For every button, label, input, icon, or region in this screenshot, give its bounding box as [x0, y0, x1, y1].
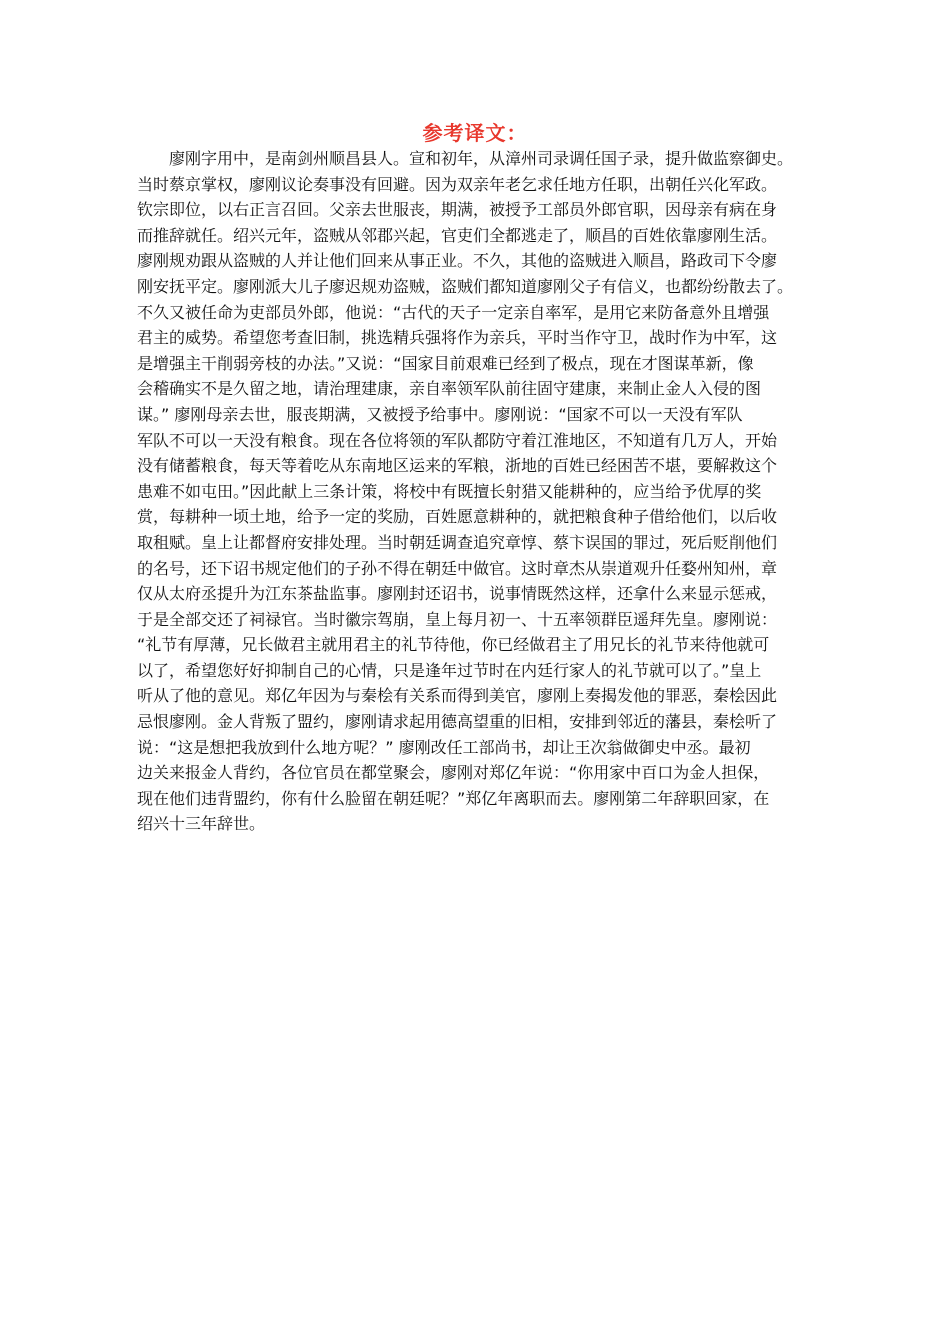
text-line: 赏，每耕种一顷土地，给予一定的奖励，百姓愿意耕种的，就把粮食种子借给他们，以后收 — [137, 507, 778, 527]
text-line: 而推辞就任。绍兴元年，盗贼从邻郡兴起，官吏们全都逃走了，顺昌的百姓依靠廖刚生活。 — [137, 225, 778, 245]
text-line: 患难不如屯田。”因此献上三条计策，将校中有既擅长射猎又能耕种的，应当给予优厚的奖 — [137, 481, 762, 501]
text-line: 谋。” 廖刚母亲去世，服丧期满，又被授予给事中。廖刚说：“国家不可以一天没有军队 — [137, 404, 743, 424]
text-line: 听从了他的意见。郑亿年因为与秦桧有关系而得到美官，廖刚上奏揭发他的罪恶，秦桧因此 — [137, 686, 778, 706]
text-line: 钦宗即位，以右正言召回。父亲去世服丧，期满，被授予工部员外郎官职，因母亲有病在身 — [137, 200, 778, 220]
text-line: 廖刚规劝跟从盗贼的人并让他们回来从事正业。不久，其他的盗贼进入顺昌，路政司下令廖 — [137, 251, 778, 271]
text-line: 刚安抚平定。廖刚派大儿子廖迟规劝盗贼，盗贼们都知道廖刚父子有信义，也都纷纷散去了。 — [137, 276, 794, 296]
text-line: 的名号，还下诏书规定他们的子孙不得在朝廷中做官。这时章杰从崇道观升任婺州知州，章 — [137, 558, 778, 578]
text-line: 会稽确实不是久留之地，请治理建康，亲自率领军队前往固守建康，来制止金人入侵的图 — [137, 379, 762, 399]
page-title: 参考译文： — [422, 121, 528, 145]
text-line: 说：“这是想把我放到什么地方呢？” 廖刚改任工部尚书，却让王次翁做御史中丞。最初 — [137, 737, 751, 757]
text-line: 取租赋。皇上让都督府安排处理。当时朝廷调查追究章惇、蔡卞误国的罪过，死后贬削他们 — [137, 532, 778, 552]
text-line: 是增强主干削弱旁枝的办法。”又说：“国家目前艰难已经到了极点，现在才图谋革新，像 — [137, 353, 754, 373]
text-line: 于是全部交还了祠禄官。当时徽宗驾崩，皇上每月初一、十五率领群臣遥拜先皇。廖刚说： — [137, 609, 778, 629]
text-line: 现在他们违背盟约，你有什么脸留在朝廷呢？”郑亿年离职而去。廖刚第二年辞职回家，在 — [137, 788, 770, 808]
text-line: “礼节有厚薄，兄长做君主就用君主的礼节待他，你已经做君主了用兄长的礼节来待他就可 — [137, 635, 770, 655]
translation-text — [137, 146, 827, 837]
text-line: 绍兴十三年辞世。 — [137, 814, 266, 834]
text-line: 廖刚字用中，是南剑州顺昌县人。宣和初年，从漳州司录调任国子录，提升做监察御史。 — [169, 149, 794, 168]
text-line: 君主的威势。希望您考查旧制，挑选精兵强将作为亲兵，平时当作守卫，战时作为中军，这 — [137, 328, 778, 348]
text-line: 边关来报金人背约，各位官员在都堂聚会，廖刚对郑亿年说：“你用家中百口为金人担保， — [137, 763, 770, 783]
text-line: 忌恨廖刚。金人背叛了盟约，廖刚请求起用德高望重的旧相，安排到邻近的藩县，秦桧听了 — [137, 712, 778, 732]
text-line: 当时蔡京掌权，廖刚议论奏事没有回避。因为双亲年老乞求任地方任职，出朝任兴化军政。 — [137, 174, 778, 194]
text-line: 不久又被任命为吏部员外郎，他说：“古代的天子一定亲自率军，是用它来防备意外且增强 — [137, 302, 770, 322]
text-line: 仅从太府丞提升为江东茶盐监事。廖刚封还诏书，说事情既然这样，还拿什么来显示惩戒， — [137, 584, 778, 604]
text-line: 军队不可以一天没有粮食。现在各位将领的军队都防守着江淮地区，不知道有几万人，开始 — [137, 430, 778, 450]
text-line: 没有储蓄粮食，每天等着吃从东南地区运来的军粮，浙地的百姓已经困苦不堪，要解救这个 — [137, 456, 778, 476]
text-line: 以了，希望您好好抑制自己的心情，只是逢年过节时在内廷行家人的礼节就可以了。”皇上 — [137, 660, 762, 680]
